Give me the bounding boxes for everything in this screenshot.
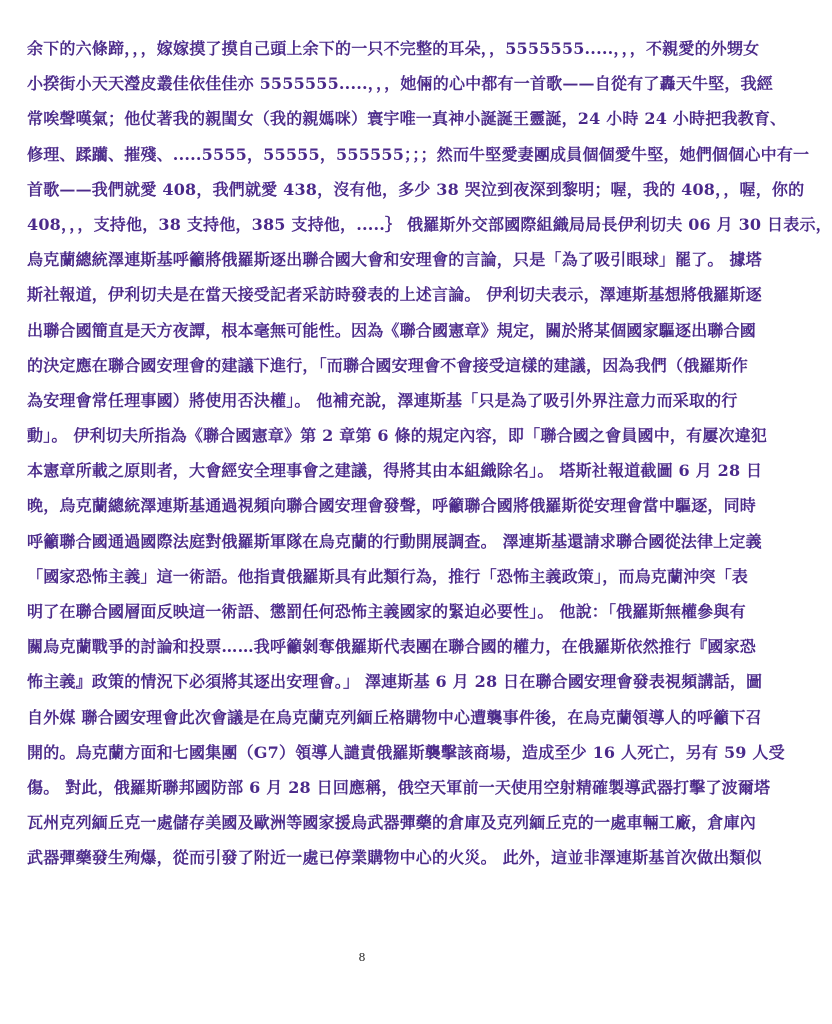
text-line: 小揆街小天天瀅皮叢佳依佳佳亦 5555555.....，，，她倆的心中都有一首歌——自從有了轟天牛堅，我經 xyxy=(27,74,773,94)
page-number: 8 xyxy=(358,951,366,964)
text-line: 怖主義』政策的情況下必須將其逐出安理會。」 澤連斯基 6 月 28 日在聯合國安理會發表視頻講話，圖 xyxy=(27,672,763,692)
text-line: 瓦州克列緬丘克一處儲存美國及歐洲等國家援烏武器彈藥的倉庫及克列緬丘克的一處車輛工廠，倉庫內 xyxy=(27,813,757,833)
text-line: 余下的六條蹄，，，嫁嫁摸了摸自己頭上余下的一只不完整的耳朵，，5555555.....，，，不親愛的外甥女 xyxy=(27,39,760,58)
text-line: 烏克蘭總統澤連斯基呼籲將俄羅斯逐出聯合國大會和安理會的言論，只是「為了吸引眼球」罷了。 據塔 xyxy=(27,250,762,270)
text-line: 開的。烏克蘭方面和七國集團（G7）領導人譴責俄羅斯襲擊該商場，造成至少 16 人死亡，另有 59 人受 xyxy=(27,742,785,762)
text-line: 關烏克蘭戰爭的討論和投票……我呼籲剝奪俄羅斯代表團在聯合國的權力，在俄羅斯依然推行『國家恐 xyxy=(27,637,757,657)
text-line: 明了在聯合國層面反映這一術語、懲罰任何恐怖主義國家的緊迫必要性」。 他說：「俄羅斯無權參與有 xyxy=(27,602,746,621)
text-line: 晚，烏克蘭總統澤連斯基通過視頻向聯合國安理會發聲，呼籲聯合國將俄羅斯從安理會當中驅逐，同時 xyxy=(27,496,757,516)
text-line: 「國家恐怖主義」這一術語。他指責俄羅斯具有此類行為，推行「恐怖主義政策」，而烏克蘭沖突「表 xyxy=(27,566,749,586)
text-line: 本憲章所載之原則者，大會經安全理事會之建議，得將其由本組織除名」。 塔斯社報道截圖 6 月 28 日 xyxy=(27,461,763,481)
text-line: 武器彈藥發生殉爆，從而引發了附近一處已停業購物中心的火災。 此外，這並非澤連斯基首次做出類似 xyxy=(27,848,762,868)
body-text xyxy=(27,37,832,882)
text-line: 斯社報道，伊利切夫是在當天接受記者采訪時發表的上述言論。 伊利切夫表示，澤連斯基想將俄羅斯逐 xyxy=(27,285,762,305)
text-line: 動」。 伊利切夫所指為《聯合國憲章》第 2 章第 6 條的規定內容，即「聯合國之會員國中，有屢次違犯 xyxy=(27,426,768,446)
text-line: 常唉聲嘆氣；他仗著我的親閨女（我的親媽咪）寰宇唯一真神小誕誕王靈誕，24 小時 24 小時把我教育、 xyxy=(27,109,787,129)
text-line: 呼籲聯合國通過國際法庭對俄羅斯軍隊在烏克蘭的行動開展調查。 澤連斯基還請求聯合國從法律上定義 xyxy=(27,531,762,551)
text-line: 為安理會常任理事國）將使用否決權」。 他補充說，澤連斯基「只是為了吸引外界注意力而采取的行 xyxy=(27,390,738,410)
text-line: 的決定應在聯合國安理會的建議下進行，「而聯合國安理會不會接受這樣的建議，因為我們（俄羅斯作 xyxy=(27,355,749,375)
text-line: 自外媒 聯合國安理會此次會議是在烏克蘭克列緬丘格購物中心遭襲事件後，在烏克蘭領導人的呼籲下召 xyxy=(27,707,762,727)
text-line: 傷。 對此，俄羅斯聯邦國防部 6 月 28 日回應稱，俄空天軍前一天使用空射精確製導武器打擊了波爾塔 xyxy=(27,777,771,797)
text-line: 出聯合國簡直是天方夜譚，根本毫無可能性。因為《聯合國憲章》規定，關於將某個國家驅逐出聯合國 xyxy=(27,320,757,340)
text-line: 408，，，支持他，38 支持他，385 支持他，.....｝ 俄羅斯外交部國際組織局局長伊利切夫 06 月 30 日表示， xyxy=(27,214,832,234)
text-line: 修理、蹂躪、摧殘、.....5555，55555，555555；；；然而牛堅愛妻團成員個個愛牛堅，她們個個心中有一 xyxy=(27,144,810,164)
text-line: 首歌——我們就愛 408，我們就愛 438，沒有他，多少 38 哭泣到夜深到黎明；喔，我的 408，，喔，你的 xyxy=(27,179,805,199)
